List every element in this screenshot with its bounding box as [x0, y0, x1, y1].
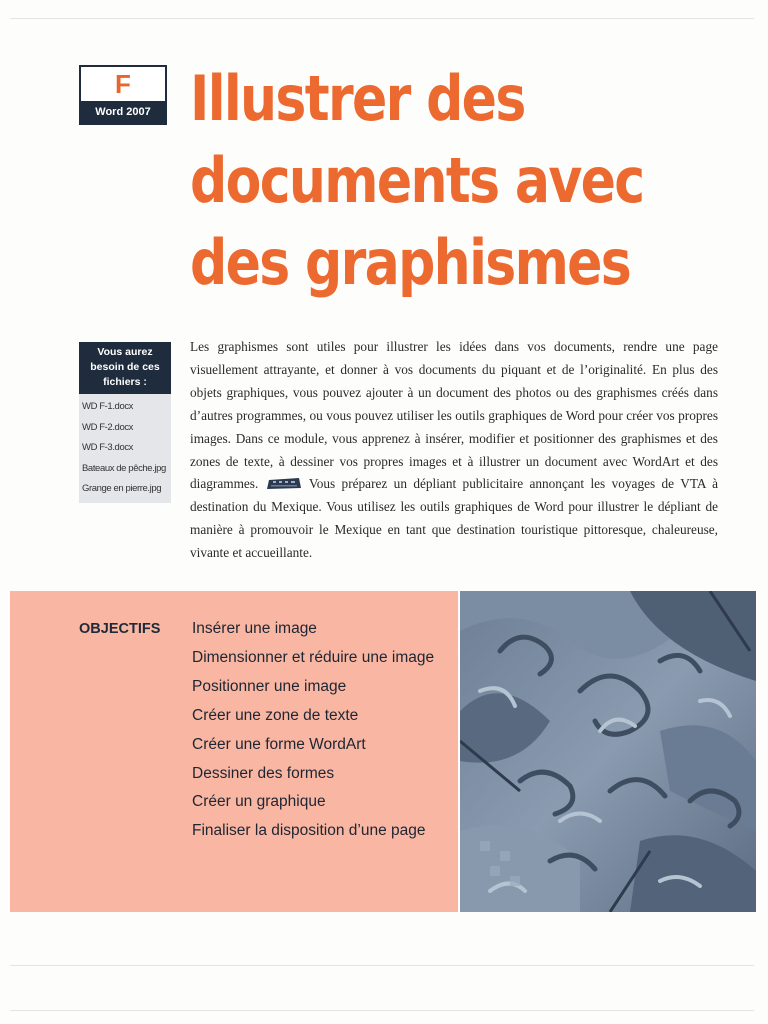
- file-item: WD F-1.docx: [82, 401, 134, 412]
- objectives-panel: [10, 591, 458, 912]
- files-list: [79, 394, 171, 503]
- title-line: des graphismes: [190, 226, 631, 299]
- title-line: Illustrer des: [190, 62, 525, 135]
- objective-item: Dimensionner et réduire une image: [192, 648, 435, 666]
- page-title: [190, 58, 644, 304]
- objectives-label: OBJECTIFS: [79, 621, 161, 637]
- intro-part1: Les graphismes sont utiles pour illustrer les idées dans vos documents, rendre une page visuellement attrayante, et donner à vos documents du piquant et de l’originalité. En plus des objets graphiques, vous pouvez ajouter à un document des photos ou des graphismes créés dans d’autres programmes, ou vous pouvez utiliser les outils graphiques de Word pour créer vos propres images. Dans ce module, vous apprenez à insérer, modifier et positionner des graphismes et des zones de texte, à dessiner vos propres images et à illustrer un document avec WordArt et des diagrammes.: [190, 339, 718, 492]
- intro-text: [190, 336, 718, 565]
- file-item: WD F-2.docx: [82, 421, 134, 433]
- objective-item: Créer un graphique: [192, 793, 326, 811]
- title-line: documents avec: [190, 144, 644, 217]
- chapter-letter: F: [115, 69, 131, 99]
- bottom-rule: [10, 1010, 754, 1011]
- camera-icon: [265, 478, 303, 489]
- objectives-list: [192, 615, 434, 846]
- files-box: [79, 342, 171, 503]
- top-rule: [10, 18, 754, 19]
- file-item: Bateaux de pêche.jpg: [82, 462, 166, 474]
- abstract-painting-image: [460, 591, 756, 912]
- objective-item: Créer une forme WordArt: [192, 735, 366, 753]
- file-item: WD F-3.docx: [82, 442, 134, 454]
- chapter-label: Word 2007: [81, 101, 165, 123]
- file-item: Grange en pierre.jpg: [82, 483, 162, 495]
- files-heading: Vous aurez besoin de ces fichiers :: [79, 342, 171, 394]
- bottom-rule: [10, 965, 754, 966]
- objective-item: Dessiner des formes: [192, 764, 335, 782]
- intro-part2: Vous préparez un dépliant publicitaire annonçant les voyages de VTA à destination du Mexique. Vous utilisez les outils graphiques de Word pour illustrer le dépliant de manière à promouvoir le Mexique en tant que destination touristique pittoresque, chaleureuse, vivante et accueillante.: [190, 476, 719, 561]
- objective-item: Créer une zone de texte: [192, 706, 359, 724]
- objective-item: Finaliser la disposition d’une page: [192, 822, 426, 840]
- objective-item: Insérer une image: [192, 620, 317, 637]
- chapter-badge: [79, 65, 167, 125]
- objective-item: Positionner une image: [192, 677, 347, 695]
